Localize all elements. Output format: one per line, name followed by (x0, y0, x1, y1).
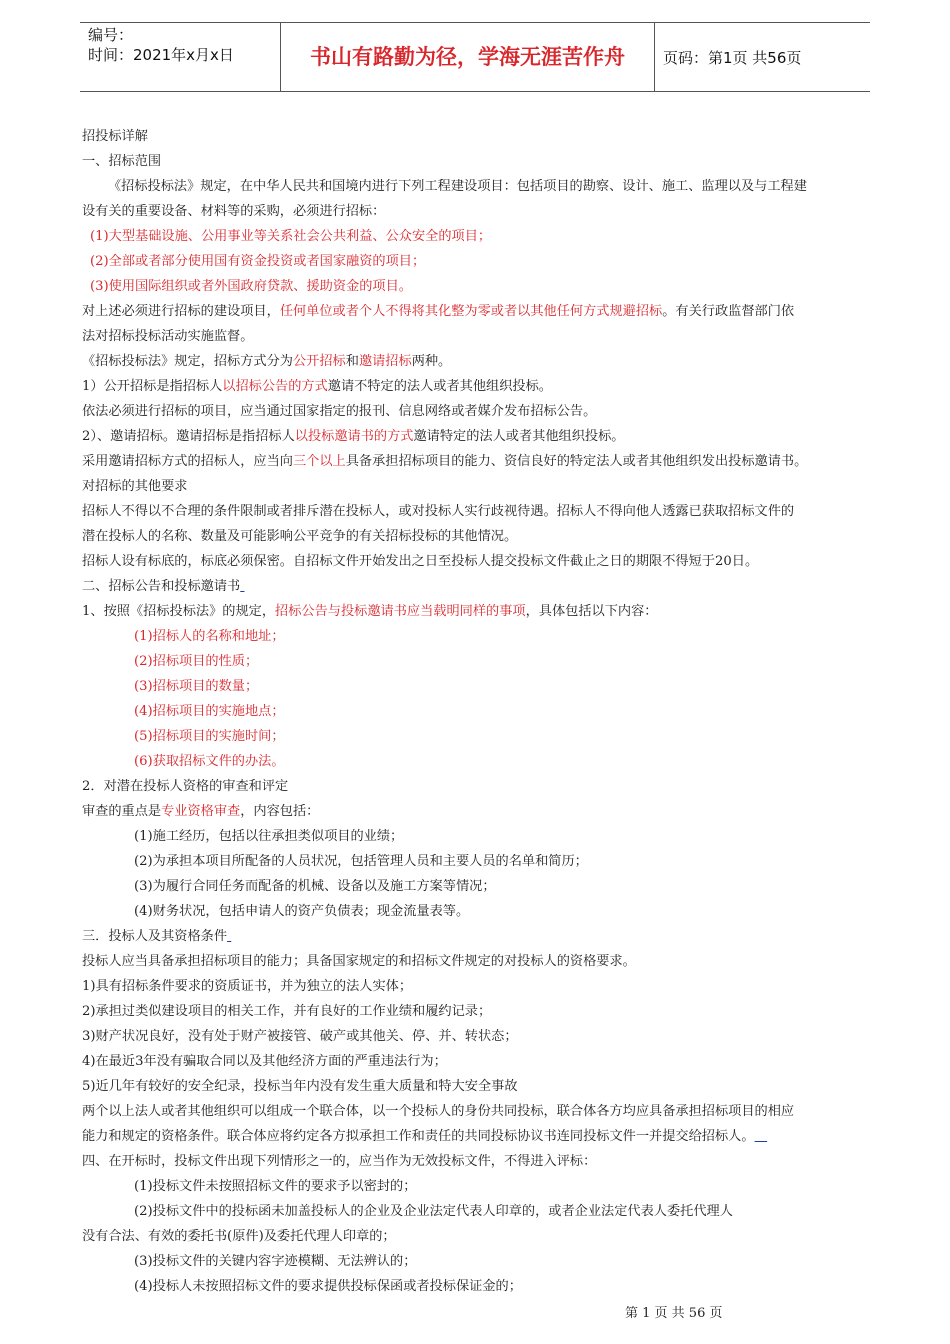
paragraph: 设有关的重要设备、材料等的采购，必须进行招标： (82, 204, 386, 219)
doc-title: 招投标详解 (82, 129, 148, 144)
text-span: 。有关行政监督部门依 (662, 304, 795, 319)
list-item: (2)招标项目的性质； (134, 654, 259, 669)
paragraph (82, 299, 872, 324)
highlight-span: 任何单位或者个人不得将其化整为零或者以其他任何方式规避招标 (279, 304, 663, 319)
text-span: 2）、邀请招标。邀请招标是指招标人 (82, 429, 295, 444)
list-item: 5)近几年有较好的安全纪录，投标当年内没有发生重大质量和特大安全事故 (82, 1079, 518, 1094)
paragraph (82, 449, 872, 474)
paragraph (82, 599, 872, 624)
paragraph: 招标人设有标底的，标底必须保密。自招标文件开始发出之日至投标人提交投标文件截止之日的期限不得短于20日。 (82, 554, 759, 569)
paragraph (82, 424, 872, 449)
text-span: 具备承担招标项目的能力、资信良好的特定法人或者其他组织发出投标邀请书。 (345, 454, 808, 469)
text-span: 两种。 (411, 354, 452, 369)
text-span: 审查的重点是 (82, 804, 162, 819)
highlight-span: 以招标公告的方式 (222, 379, 328, 394)
text-span: 《招标投标法》规定，招标方式分为 (82, 354, 293, 369)
text-span: ，具体包括以下内容： (525, 604, 658, 619)
highlight-span: 邀请招标 (358, 354, 412, 369)
paragraph (82, 799, 872, 824)
underline-mark (240, 579, 244, 594)
list-item: (1)投标文件未按照招标文件的要求予以密封的； (134, 1179, 417, 1194)
paragraph: 潜在投标人的名称、数量及可能影响公平竞争的有关招标投标的其他情况。 (82, 529, 518, 544)
paragraph: 法对招标投标活动实施监督。 (82, 329, 254, 344)
list-item: 1)具有招标条件要求的资质证书，并为独立的法人实体； (82, 979, 413, 994)
section-heading (82, 924, 872, 949)
list-item: (4)招标项目的实施地点； (134, 704, 285, 719)
list-item: (2)全部或者部分使用国有资金投资或者国家融资的项目； (90, 254, 426, 269)
text-span: ，内容包括： (240, 804, 320, 819)
header-meta-cell (80, 23, 281, 91)
text-span: 邀请特定的法人或者其他组织投标。 (413, 429, 625, 444)
paragraph: 《招标投标法》规定，在中华人民共和国境内进行下列工程建设项目：包括项目的勘察、设计、施工、监理以及与工程建 (108, 179, 807, 194)
text-span: 和 (345, 354, 359, 369)
paragraph (82, 374, 872, 399)
paragraph: 没有合法、有效的委托书(原件)及委托代理人印章的； (82, 1229, 396, 1244)
list-item: (6)获取招标文件的办法。 (134, 754, 285, 769)
list-item: (4)投标人未按照招标文件的要求提供投标保函或者投标保证金的； (134, 1279, 522, 1294)
list-item: (4)财务状况，包括申请人的资产负债表；现金流量表等。 (134, 904, 470, 919)
paragraph: 依法必须进行招标的项目，应当通过国家指定的报刊、信息网络或者媒介发布招标公告。 (82, 404, 597, 419)
list-item: (5)招标项目的实施时间； (134, 729, 285, 744)
text-span: 1、按照《招标投标法》的规定， (82, 604, 276, 619)
time-label: 时间：2021年x月x日 (88, 46, 234, 64)
highlight-span: 专业资格审查 (161, 804, 241, 819)
underline-mark (755, 1129, 768, 1144)
number-label: 编号： (88, 26, 134, 44)
subheading: 对招标的其他要求 (82, 479, 188, 494)
section-heading: 一、招标范围 (82, 154, 162, 169)
list-item: 2)承担过类似建设项目的相关工作，并有良好的工作业绩和履约记录； (82, 1004, 492, 1019)
paragraph: 投标人应当具备承担招标项目的能力；具备国家规定的和招标文件规定的对投标人的资格要求。 (82, 954, 636, 969)
header-page-info: 页码：第1页 共56页 (663, 49, 802, 67)
text-span: 采用邀请招标方式的招标人，应当向 (82, 454, 293, 469)
list-item: 3)财产状况良好，没有处于财产被接管、破产或其他关、停、并、转状态； (82, 1029, 518, 1044)
highlight-span: 以投标邀请书的方式 (294, 429, 414, 444)
underline-mark (227, 929, 231, 944)
paragraph: 招标人不得以不合理的条件限制或者排斥潜在投标人，或对投标人实行歧视待遇。招标人不得向他人透露已获取招标文件的 (82, 504, 795, 519)
list-item: (3)使用国际组织或者外国政府贷款、援助资金的项目。 (90, 279, 412, 294)
text-span: 1）公开招标是指招标人 (82, 379, 223, 394)
text-span: 三．投标人及其资格条件 (82, 929, 228, 944)
section-heading (82, 574, 872, 599)
list-item: (3)为履行合同任务而配备的机械、设备以及施工方案等情况； (134, 879, 496, 894)
section-heading: 四、在开标时，投标文件出现下列情形之一的，应当作为无效投标文件，不得进入评标： (82, 1154, 597, 1169)
text-span: 二、招标公告和投标邀请书 (82, 579, 241, 594)
document-body (82, 124, 872, 1299)
text-span: 对上述必须进行招标的建设项目， (82, 304, 280, 319)
paragraph: 两个以上法人或者其他组织可以组成一个联合体，以一个投标人的身份共同投标，联合体各方均应具备承担招标项目的相应 (82, 1104, 795, 1119)
paragraph (82, 1124, 872, 1149)
subheading: 2．对潜在投标人资格的审查和评定 (82, 779, 289, 794)
paragraph (82, 349, 872, 374)
header-motto: 书山有路勤为径，学海无涯苦作舟 (281, 23, 655, 91)
text-span: 能力和规定的资格条件。联合体应将约定各方拟承担工作和责任的共同投标协议书连同投标文件一并提交给招标人。 (82, 1129, 755, 1144)
text-span: 邀请不特定的法人或者其他组织投标。 (327, 379, 552, 394)
highlight-span: 招标公告与投标邀请书应当载明同样的事项 (275, 604, 526, 619)
list-item: (1)施工经历，包括以往承担类似项目的业绩； (134, 829, 404, 844)
page-header (80, 22, 870, 92)
list-item: (1)大型基础设施、公用事业等关系社会公共利益、公众安全的项目； (90, 229, 492, 244)
page-footer: 第 1 页 共 56 页 (625, 1306, 723, 1321)
list-item: (3)投标文件的关键内容字迹模糊、无法辨认的； (134, 1254, 417, 1269)
highlight-span: 公开招标 (293, 354, 346, 369)
list-item: 4)在最近3年没有骗取合同以及其他经济方面的严重违法行为； (82, 1054, 447, 1069)
list-item: (1)招标人的名称和地址； (134, 629, 285, 644)
list-item: (2)为承担本项目所配备的人员状况，包括管理人员和主要人员的名单和简历； (134, 854, 588, 869)
highlight-span: 三个以上 (293, 454, 346, 469)
list-item: (2)投标文件中的投标函未加盖投标人的企业及企业法定代表人印章的，或者企业法定代表人委托代理人 (134, 1204, 733, 1219)
list-item: (3)招标项目的数量； (134, 679, 259, 694)
